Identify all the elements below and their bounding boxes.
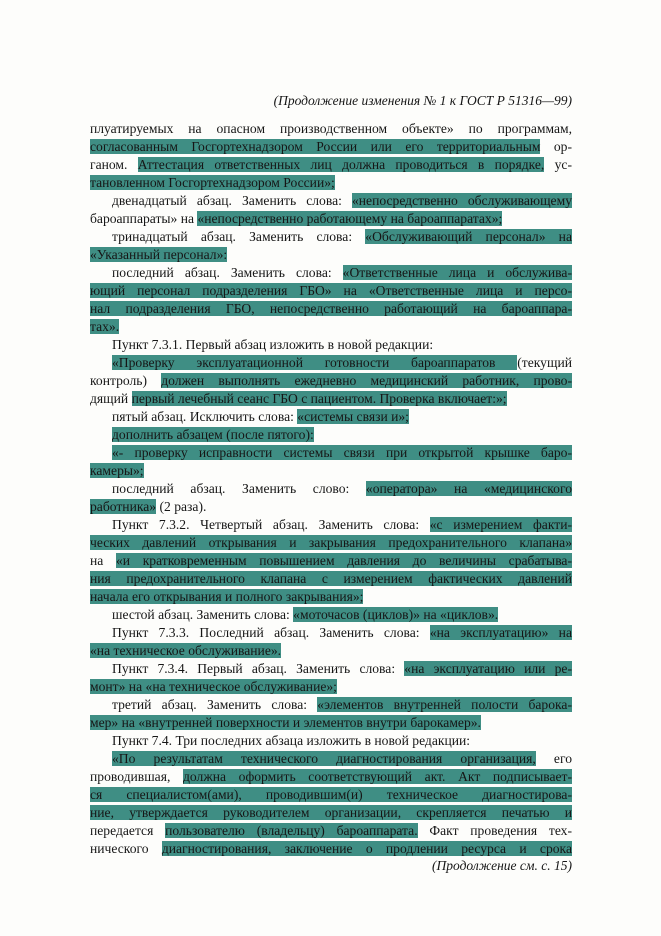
text-line — [90, 444, 572, 462]
text-segment: последний абзац. Заменить слова: — [112, 265, 343, 280]
highlighted-text-segment: «с измерением факти- — [429, 517, 572, 532]
text-line — [90, 372, 572, 390]
text-line — [90, 138, 572, 156]
text-line — [90, 642, 572, 660]
text-segment: на — [90, 553, 116, 568]
highlighted-text-segment: Аттестация ответственных лиц должна проводиться в порядке, — [137, 157, 545, 172]
highlighted-text-segment: «на эксплуатацию» на — [429, 625, 572, 640]
text-segment: нического — [90, 841, 162, 856]
text-segment: передается — [90, 823, 166, 838]
text-line — [90, 570, 572, 588]
text-line — [90, 678, 572, 696]
text-segment: третий абзац. Заменить слова: — [112, 697, 318, 712]
text-line — [90, 174, 572, 192]
text-segment: Пункт 7.3.1. Первый абзац изложить в новой редакции: — [112, 337, 434, 352]
text-line — [90, 426, 572, 444]
text-line — [90, 156, 572, 174]
text-segment: Пункт 7.4. Три последних абзаца изложить в новой редакции: — [112, 733, 471, 748]
highlighted-text-segment: ния предохранительного клапана с измерением фактических давлений — [90, 571, 572, 586]
highlighted-text-segment: «непосредственно обслуживающему — [351, 193, 572, 208]
text-line — [90, 498, 572, 516]
text-line — [90, 480, 572, 498]
text-line — [90, 210, 572, 228]
text-segment: последний абзац. Заменить слово: — [112, 481, 366, 496]
text-segment: бароаппараты» на — [90, 211, 198, 226]
highlighted-text-segment: мер» на «внутренней поверхности и элементов внутри барокамер». — [90, 715, 481, 730]
text-line — [90, 336, 572, 354]
text-line — [90, 282, 572, 300]
highlighted-text-segment: ческих давлений открывания и закрывания предохранительного клапана» — [90, 535, 572, 550]
highlighted-text-segment: диагностирования, заключение о продлении ресурса и срока — [161, 841, 572, 856]
highlighted-text-segment: «Указанный персонал»: — [90, 247, 228, 262]
text-line — [90, 318, 572, 336]
text-line — [90, 660, 572, 678]
document-body — [90, 120, 572, 858]
text-line — [90, 228, 572, 246]
text-line — [90, 192, 572, 210]
page-header-continuation-note: (Продолжение изменения № 1 к ГОСТ Р 51316—99) — [273, 93, 572, 108]
highlighted-text-segment: ся специалистом(ами), проводившим(и) техническое диагностирова- — [90, 787, 572, 802]
text-segment: контроль) — [90, 373, 162, 388]
highlighted-text-segment: «- проверку исправности системы связи при открытой крышке баро- — [112, 445, 572, 460]
highlighted-text-segment: ющий персонал подразделения ГБО» на «Ответственные лица и персо- — [90, 283, 572, 298]
highlighted-text-segment: «непосредственно работающему на бароаппаратах»; — [197, 211, 503, 226]
text-line — [90, 300, 572, 318]
text-line — [90, 786, 572, 804]
page-footer-continuation-note: (Продолжение см. с. 15) — [432, 858, 572, 873]
highlighted-text-segment: «на эксплуатацию или ре- — [404, 661, 572, 676]
text-line — [90, 534, 572, 552]
text-segment: (текущий — [517, 355, 572, 370]
text-line — [90, 120, 572, 138]
text-line — [90, 588, 572, 606]
text-segment: Факт проведения тех- — [417, 823, 572, 838]
text-line — [90, 408, 572, 426]
highlighted-text-segment: «Ответственные лица и обслужива- — [342, 265, 572, 280]
highlighted-text-segment: тах». — [90, 319, 120, 334]
text-line — [90, 804, 572, 822]
highlighted-text-segment: дополнить абзацем (после пятого): — [112, 427, 314, 442]
highlighted-text-segment: «оператора» на «медицинского — [365, 481, 572, 496]
highlighted-text-segment: «Проверку эксплуатационной готовности бароаппаратов — [112, 355, 518, 370]
highlighted-text-segment: начала его открывания и полного закрывания»; — [90, 589, 364, 604]
highlighted-text-segment: монт» на «на техническое обслуживание»; — [90, 679, 337, 694]
text-segment: ор- — [540, 139, 572, 154]
highlighted-text-segment: камеры»; — [90, 463, 144, 478]
highlighted-text-segment: «Обслуживающий персонал» на — [365, 229, 572, 244]
text-line — [90, 516, 572, 534]
text-segment: тринадцатый абзац. Заменить слова: — [112, 229, 366, 244]
highlighted-text-segment: «системы связи и»; — [297, 409, 409, 424]
highlighted-text-segment: согласованным Госгортехнадзором России или его территориальным — [90, 139, 541, 154]
text-segment: двенадцатый абзац. Заменить слова: — [112, 193, 352, 208]
highlighted-text-segment: «элементов внутренней полости барока- — [317, 697, 572, 712]
text-segment: плуатируемых на опасном производственном объекте» по программам, — [90, 121, 572, 136]
text-line — [90, 462, 572, 480]
text-line — [90, 354, 572, 372]
highlighted-text-segment: «По результатам технического диагностирования организация, — [112, 751, 536, 766]
text-line — [90, 714, 572, 732]
highlighted-text-segment: должна оформить соответствующий акт. Акт подписывает- — [183, 769, 572, 784]
text-segment: ус- — [544, 157, 572, 172]
text-segment: дящий — [90, 391, 132, 406]
text-line — [90, 750, 572, 768]
highlighted-text-segment: пользователю (владельцу) бароаппарата. — [165, 823, 418, 838]
text-line — [90, 732, 572, 750]
highlighted-text-segment: нал подразделения ГБО, непосредственно работающий на бароаппара- — [90, 301, 572, 316]
highlighted-text-segment: ние, утверждается руководителем организации, скрепляется печатью и — [90, 805, 572, 820]
text-segment: Пункт 7.3.2. Четвертый абзац. Заменить слова: — [112, 517, 430, 532]
text-line — [90, 768, 572, 786]
text-segment: шестой абзац. Заменить слова: — [112, 607, 294, 622]
text-line — [90, 246, 572, 264]
text-segment: Пункт 7.3.3. Последний абзац. Заменить слова: — [112, 625, 430, 640]
text-segment: Пункт 7.3.4. Первый абзац. Заменить слова: — [112, 661, 405, 676]
text-segment: ганом. — [90, 157, 138, 172]
text-segment: его — [535, 751, 572, 766]
text-segment: проводившая, — [90, 769, 183, 784]
highlighted-text-segment: работника» — [90, 499, 157, 514]
text-line — [90, 264, 572, 282]
highlighted-text-segment: тановленном Госгортехнадзором России»; — [90, 175, 335, 190]
text-line — [90, 696, 572, 714]
highlighted-text-segment: «моточасов (циклов)» на «циклов». — [293, 607, 499, 622]
text-line — [90, 624, 572, 642]
text-line — [90, 606, 572, 624]
text-segment: (2 раза). — [156, 499, 207, 514]
text-line — [90, 390, 572, 408]
highlighted-text-segment: «на техническое обслуживание». — [90, 643, 282, 658]
text-line — [90, 840, 572, 858]
highlighted-text-segment: должен выполнять ежедневно медицинский работник, прово- — [161, 373, 572, 388]
text-segment: пятый абзац. Исключить слова: — [112, 409, 298, 424]
highlighted-text-segment: первый лечебный сеанс ГБО с пациентом. Проверка включает:»; — [131, 391, 507, 406]
text-line — [90, 552, 572, 570]
text-line — [90, 822, 572, 840]
highlighted-text-segment: «и кратковременным повышением давления до величины срабатыва- — [115, 553, 572, 568]
